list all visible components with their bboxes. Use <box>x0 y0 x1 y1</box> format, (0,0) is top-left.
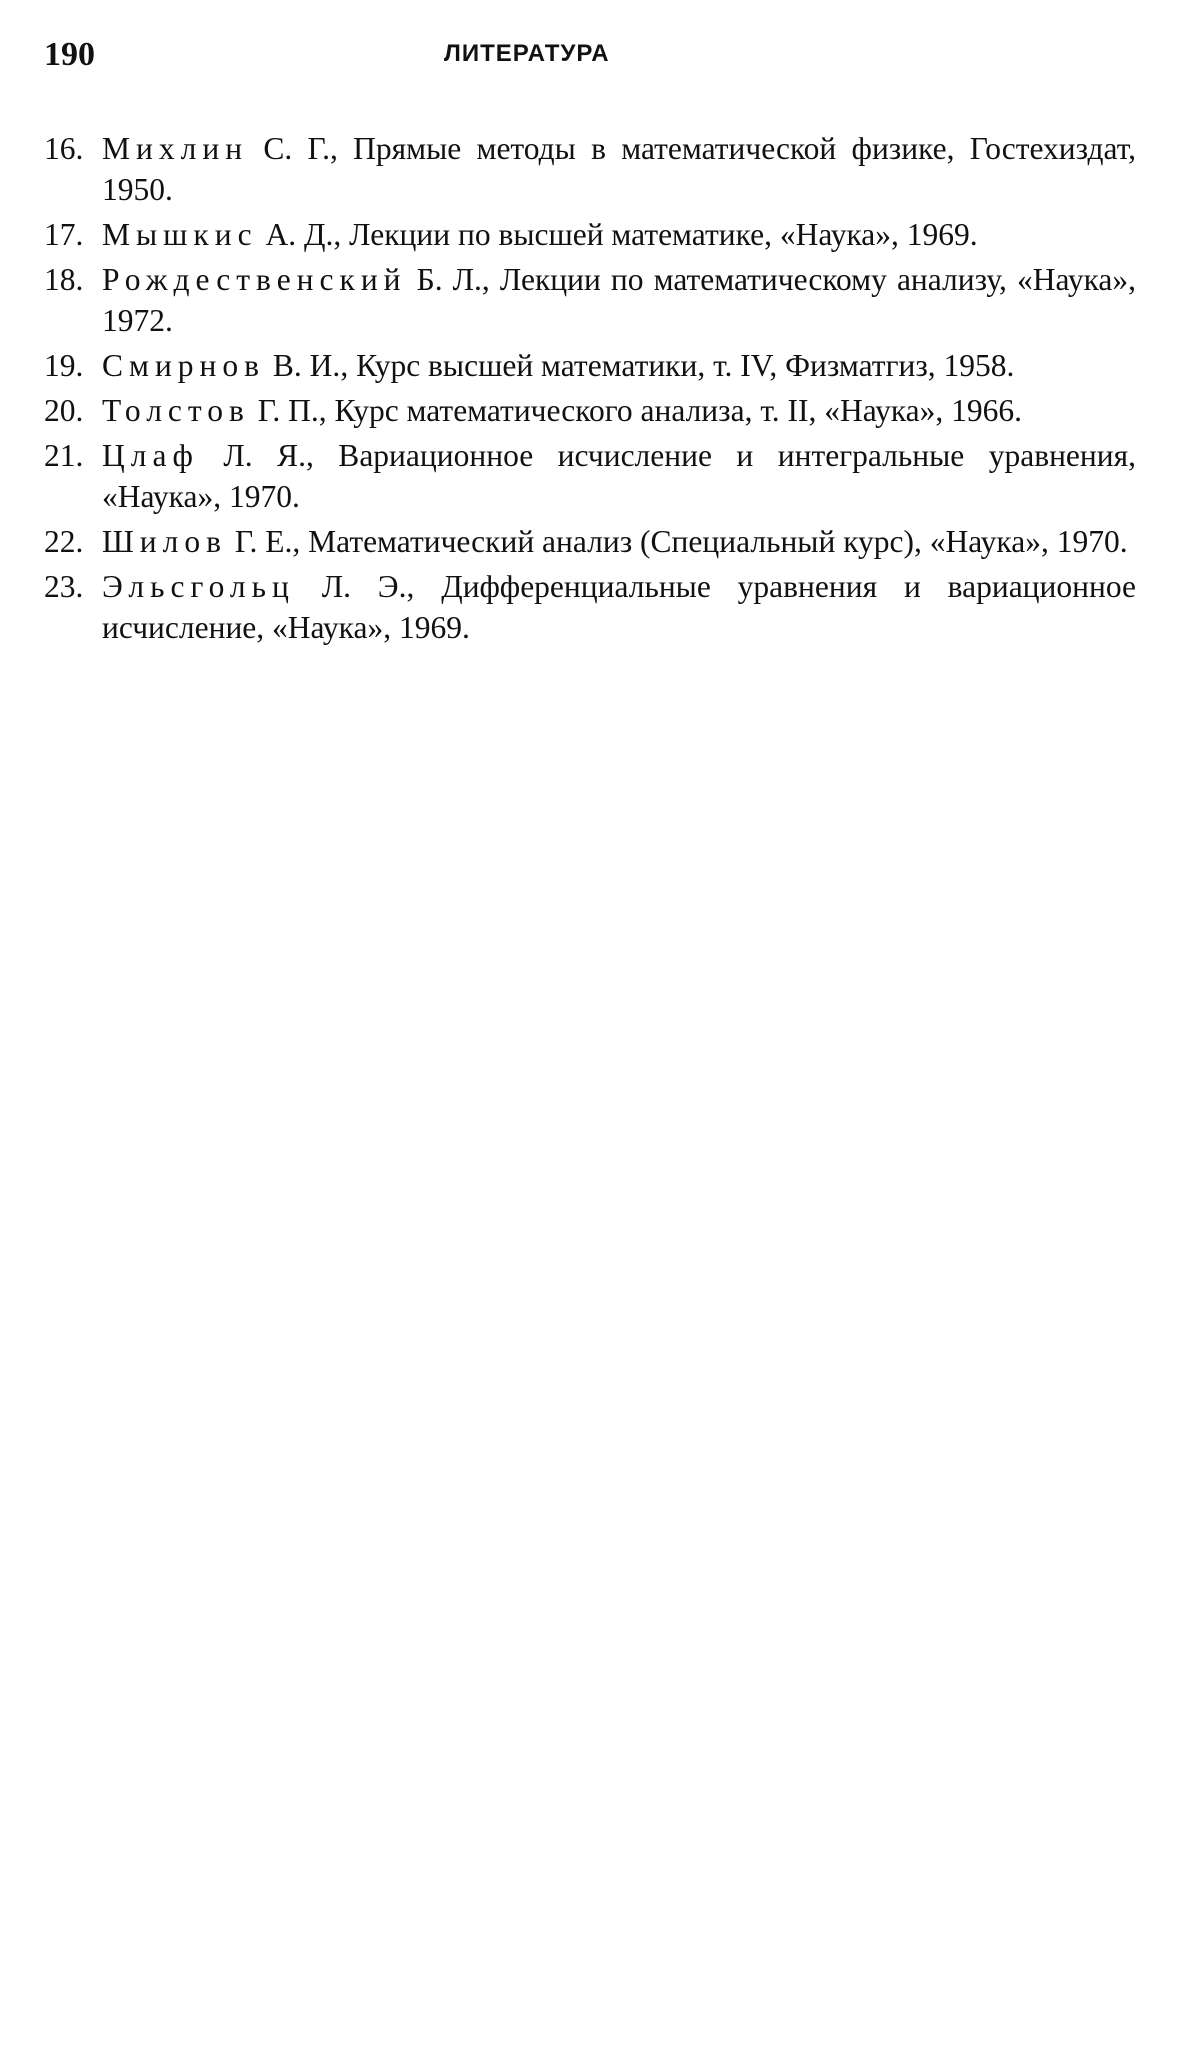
reference-number: 18. <box>44 262 84 297</box>
reference-author: Эльсгольц <box>102 569 295 604</box>
reference-number: 20. <box>44 393 84 428</box>
page-header <box>44 36 1134 76</box>
reference-author: Мышкис <box>102 217 258 252</box>
reference-text: , Вариационное исчисление и интегральные уравнения, «Наука», 1970. <box>102 438 1136 514</box>
reference-item <box>44 435 1136 517</box>
reference-item <box>44 259 1136 341</box>
reference-number: 23. <box>44 569 84 604</box>
reference-author: Цлаф <box>102 438 199 473</box>
reference-author: Михлин <box>102 131 249 166</box>
reference-number: 19. <box>44 348 84 383</box>
reference-item <box>44 521 1136 562</box>
reference-number: 16. <box>44 131 84 166</box>
reference-item <box>44 390 1136 431</box>
reference-number: 22. <box>44 524 84 559</box>
reference-item <box>44 128 1136 210</box>
reference-initials: Г. Е. <box>226 524 293 559</box>
running-title: ЛИТЕРАТУРА <box>444 40 610 67</box>
reference-text: , Прямые методы в математической физике, Гостехиздат, 1950. <box>102 131 1136 207</box>
reference-initials: Г. П. <box>249 393 319 428</box>
reference-author: Рождественский <box>102 262 407 297</box>
reference-text: , Лекции по математическому анализу, «Наука», 1972. <box>102 262 1137 338</box>
reference-author: Шилов <box>102 524 227 559</box>
page-number: 190 <box>44 36 95 73</box>
reference-initials: Л. Э. <box>294 569 407 604</box>
reference-text: , Лекции по высшей математике, «Наука», 1969. <box>333 217 978 252</box>
reference-text: , Математический анализ (Специальный курс), «Наука», 1970. <box>292 524 1128 559</box>
reference-number: 21. <box>44 438 84 473</box>
reference-list <box>44 128 1136 652</box>
reference-item <box>44 345 1136 386</box>
reference-author: Смирнов <box>102 348 266 383</box>
reference-initials: Б. Л. <box>406 262 482 297</box>
reference-author: Толстов <box>102 393 250 428</box>
reference-text: , Курс высшей математики, т. IV, Физматгиз, 1958. <box>340 348 1015 383</box>
reference-initials: В. И. <box>265 348 341 383</box>
reference-item <box>44 566 1136 648</box>
reference-initials: С. Г. <box>248 131 331 166</box>
reference-item <box>44 214 1136 255</box>
reference-initials: А. Д. <box>257 217 334 252</box>
reference-number: 17. <box>44 217 84 252</box>
reference-text: , Курс математического анализа, т. II, «Наука», 1966. <box>318 393 1023 428</box>
reference-text: , Дифференциальные уравнения и вариационное исчисление, «Наука», 1969. <box>102 569 1136 645</box>
reference-initials: Л. Я. <box>198 438 306 473</box>
